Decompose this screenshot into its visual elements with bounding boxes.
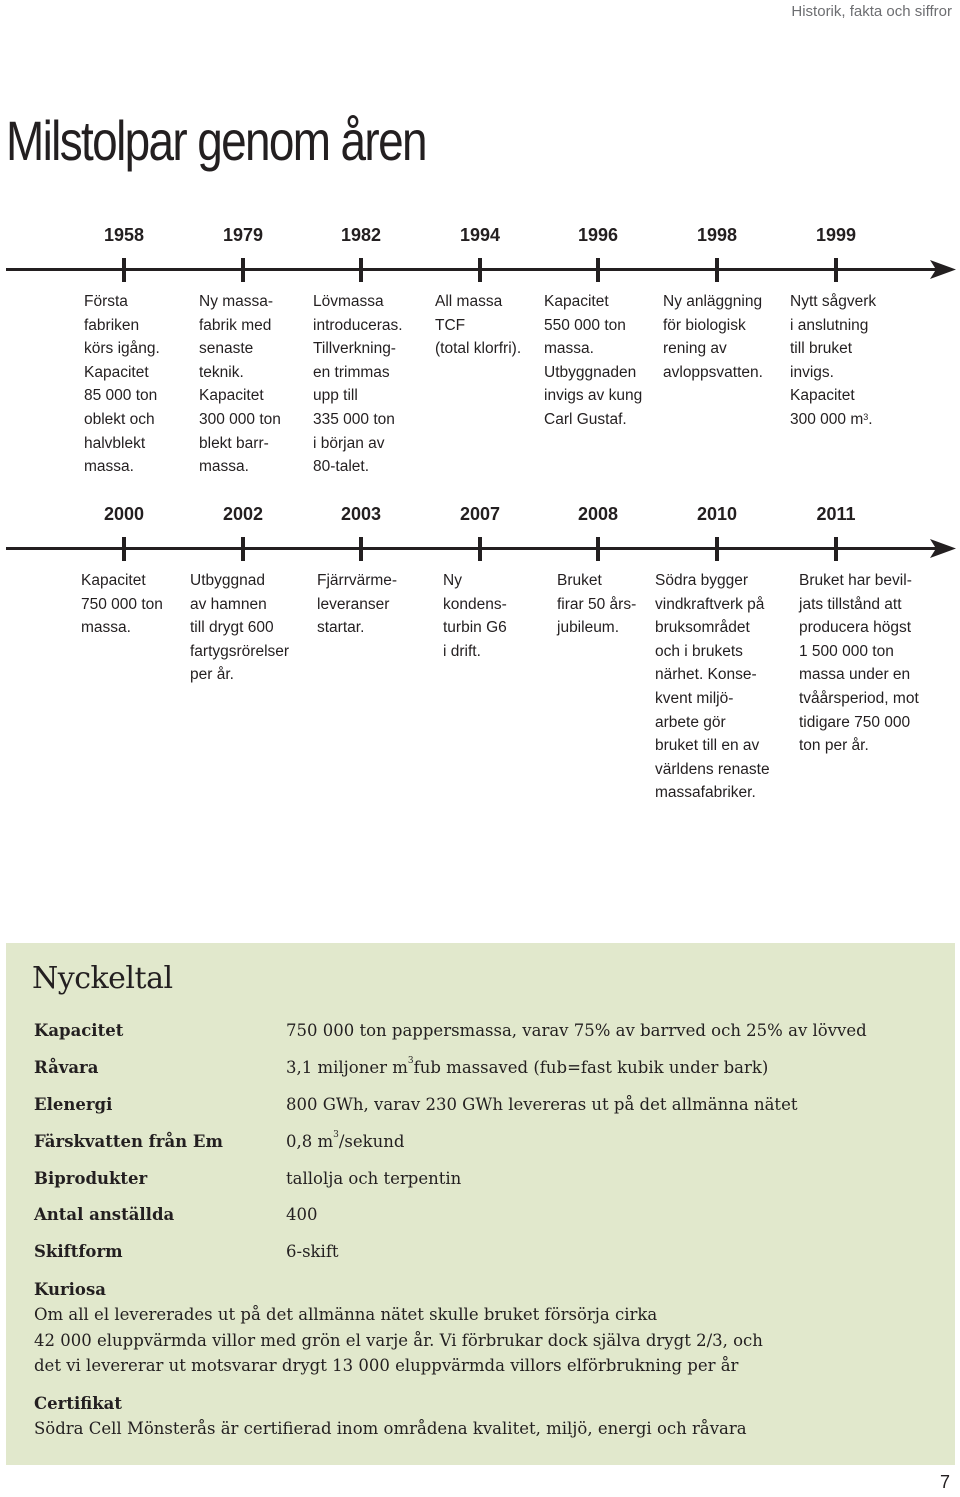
key-figure-label: Kapacitet [34,1021,124,1040]
key-figure-label: Råvara [34,1058,99,1077]
milestone-text: All massa TCF (total klorfri). [435,293,522,358]
key-figure-value: 6-skift [286,1242,339,1261]
timeline-axis-arrow [0,258,960,282]
kuriosa-section [34,1277,934,1379]
certifikat-heading: Certifikat [34,1394,122,1413]
milestone-text: Ny kondens- turbin G6 i drift. [443,572,507,660]
year-label: 1999 [815,225,857,245]
punctuation: . [868,410,873,428]
kuriosa-heading: Kuriosa [34,1280,106,1299]
superscript: 3 [863,411,869,422]
year-label: 1958 [103,225,145,245]
year-label: 1982 [340,225,382,245]
key-figure-value: 3,1 miljoner $m^3fub$ massaved (fub=fast kubik under bark) [286,1056,769,1077]
milestone-text: Första fabriken körs igång. Kapacitet 85 000 ton oblekt och halvblekt massa. [84,293,160,476]
key-figure-value: 800 GWh, varav 230 GWh levereras ut på det allmänna nätet [286,1095,798,1114]
year-label: 2010 [696,504,738,524]
year-label: 2011 [816,504,856,524]
year-label: 2008 [577,504,619,524]
milestone-text: Lövmassa introduceras. Tillverkning- en trimmas upp till 335 000 ton i början av 80-talet. [313,293,403,476]
milestone-text: Kapacitet 550 000 ton massa. Utbyggnaden invigs av kung Carl Gustaf. [544,293,643,428]
milestone-text [790,290,876,432]
certifikat-line: Södra Cell Mönsterås är certifierad inom områdena kvalitet, miljö, energi och råvara [34,1419,747,1438]
certifikat-section [34,1391,934,1442]
key-figure-label: Antal anställda [34,1205,175,1224]
key-figure-value: 0,8 $m^3$/sekund [286,1130,405,1151]
page-title: Milstolpar genom åren [6,109,426,172]
year-label: 2000 [103,504,145,524]
section-header: Historik, fakta och siffror [791,3,952,20]
key-figure-label: Biprodukter [34,1169,148,1188]
milestone-text: Bruket firar 50 års- jubileum. [557,572,637,637]
key-figure-label: Elenergi [34,1095,113,1114]
key-figure-value: tallolja och terpentin [286,1169,462,1188]
milestone-text: Ny massa- fabrik med senaste teknik. Kapacitet 300 000 ton blekt barr- massa. [199,293,281,476]
milestone-text: Utbyggnad av hamnen till drygt 600 fartygsrörelser per år. [190,572,290,684]
key-figure-label: Skiftform [34,1242,123,1261]
timeline-2000-2011 [0,501,960,802]
year-label: 2002 [222,504,264,524]
kuriosa-line: 42 000 eluppvärmda villor med grön el varje år. Vi förbrukar dock själva drygt 2/3, och [34,1330,763,1350]
timeline-axis-arrow [0,537,960,561]
key-figure-label: Färskvatten från Em [34,1132,223,1151]
milestone-text-body: Nytt sågverk i anslutning till bruket invigs. Kapacitet 300 000 m [790,293,877,428]
timeline-1958-1999 [0,222,960,476]
milestone-text: Kapacitet 750 000 ton massa. [81,572,163,637]
milestone-text: Ny anläggning för biologisk rening av avloppsvatten. [663,293,763,381]
key-figures-panel [6,943,955,1465]
milestone-text: Bruket har bevil- jats tillstånd att producera högst 1 500 000 ton massa under en tvåårsperiod, mot tidigare 750 000 ton per år. [799,572,919,755]
year-label: 2003 [340,504,382,524]
page-number: 7 [939,1472,950,1492]
year-label: 1998 [696,225,738,245]
year-label: 2007 [459,504,501,524]
kuriosa-line: det vi levererar ut motsvarar drygt 13 000 eluppvärmda villors elförbrukning per år [34,1356,739,1375]
key-figure-value: 750 000 ton pappersmassa, varav 75% av barrved och 25% av lövved [286,1021,867,1040]
year-label: 1994 [459,225,501,245]
panel-title: Nyckeltal [32,961,173,996]
year-label: 1979 [222,225,264,245]
milestone-text: Södra bygger vindkraftverk på bruksområdet och i brukets närhet. Konse- kvent miljö- arbete gör bruket till en av världens renaste massafabriker. [655,572,770,802]
year-label: 1996 [577,225,619,245]
key-figure-value: 400 [286,1205,318,1224]
milestone-text: Fjärrvärme- leveranser startar. [317,572,398,637]
kuriosa-line: Om all el levererades ut på det allmänna nätet skulle bruket försörja cirka [34,1305,658,1324]
